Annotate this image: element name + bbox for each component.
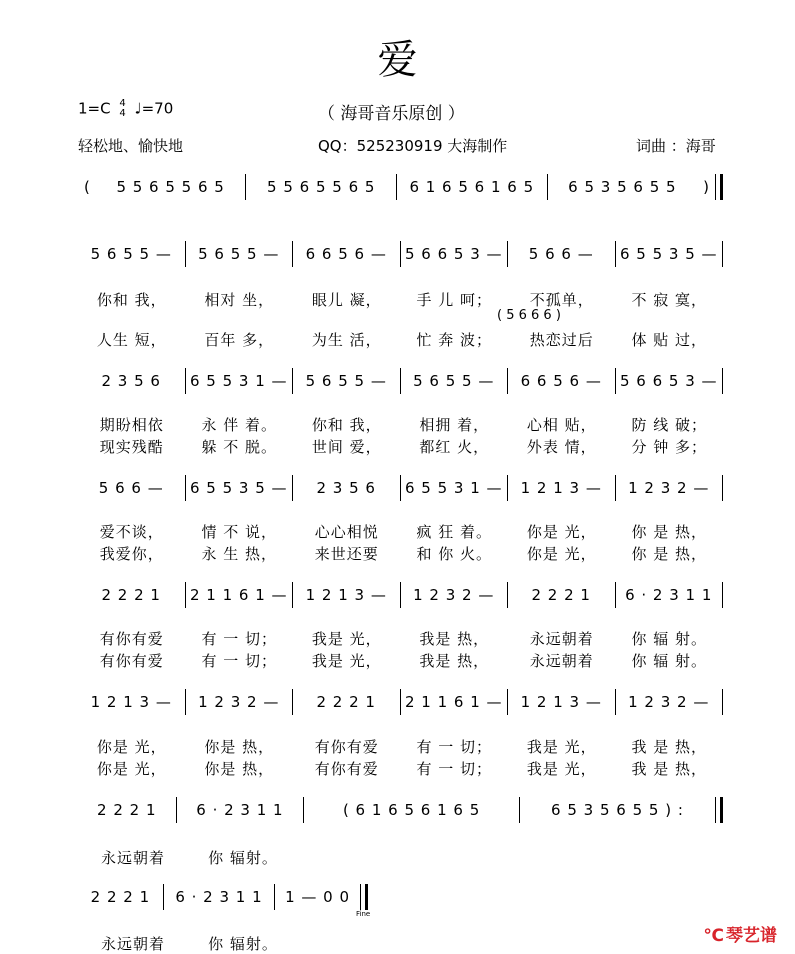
lyric-row-4a [78,627,723,649]
lyric-segment: 躲 不 脱。 [201,437,278,456]
brand-name: 琴艺谱 [726,926,777,946]
contact-info: QQ：525230919 大海制作 [318,137,508,155]
lyric-segment: 我是 光， [311,651,382,670]
lyric-segment: 你 辐射。 [208,848,278,867]
measure: 2 1 1 6 1 — [189,586,288,604]
lyric-segment: 有 一 切； [416,737,493,756]
measure: 5 6 6 — [528,245,594,263]
lyric-segment: 你 辐 射。 [631,651,708,670]
key-signature [78,99,173,119]
lyric-segment: 我是 热， [419,629,490,648]
measure: 5 5 6 5 5 6 5 [267,178,376,196]
lyric-segment: 为生 活， [311,330,382,349]
lyric-segment: 永 生 热， [201,544,278,563]
measure: 2 2 2 1 [531,586,591,604]
measure: 5 6 6 — [98,479,164,497]
lyric-segment: 有 一 切； [416,759,493,778]
lyric-segment: 忙 奔 波； [416,330,493,349]
measure: 1 2 1 3 — [520,693,602,711]
measure: 2 3 5 6 [316,479,376,497]
lyric-row-3b [78,542,723,564]
lyric-segment: 心心相悦 [314,522,379,541]
music-row-7 [78,886,368,908]
measure: 5 6 6 5 3 — [619,372,718,390]
lyric-segment: 相对 坐， [204,290,275,309]
repeat-barline [715,797,723,823]
lyric-segment: 有 一 切； [201,629,278,648]
measure: 6 5 3 5 6 5 5 [568,178,677,196]
music-row-1 [78,243,723,265]
lyric-row-2a [78,413,723,435]
lyric-row-7 [78,932,298,954]
measure: ( 6 1 6 5 6 1 6 5 [342,801,481,819]
lyric-segment: 你是 热， [204,759,275,778]
lyric-row-2b [78,435,723,457]
lyric-segment: 世间 爱， [311,437,382,456]
song-title: 爱 [377,37,418,83]
lyric-segment: 外表 情， [526,437,597,456]
lyric-row-4b [78,649,723,671]
lyric-segment: 疯 狂 着。 [416,522,493,541]
lyric-segment: 热恋过后 [529,330,594,349]
lyric-row-3a [78,520,723,542]
time-denominator: 4 [119,108,126,119]
lyric-segment: 我 是 热， [631,759,708,778]
lyric-segment: 你是 光， [526,522,597,541]
measure: 5 6 5 5 — [305,372,387,390]
lyric-segment: 有你有爱 [314,759,379,778]
measure: 5 6 5 5 — [90,245,172,263]
measure: 2 2 2 1 [316,693,376,711]
note-hint: ( 5 6 6 6 ) [497,308,561,323]
measure: 1 2 3 2 — [413,586,495,604]
lc-logo-icon: ℃ [703,926,724,946]
barline [722,582,723,608]
lyric-segment: 你是 光， [96,759,167,778]
measure: 6 · 2 3 1 1 [625,586,713,604]
time-numerator: 4 [119,98,126,109]
lyric-segment: 有你有爱 [314,737,379,756]
mood-marking: 轻松地、愉快地 [78,137,184,155]
lyric-segment: 你是 热， [204,737,275,756]
lyric-segment: 你 是 热， [631,522,708,541]
measure: 1 2 3 2 — [198,693,280,711]
measure: 6 5 5 3 1 — [189,372,288,390]
measure: 6 5 5 3 1 — [404,479,503,497]
intro-open-paren: ( [84,178,90,196]
subtitle: （ 海哥音乐原创 ） [318,104,465,124]
music-row-2 [78,370,723,392]
lyric-segment: 来世还要 [314,544,379,563]
measure: 6 1 6 5 6 1 6 5 [409,178,535,196]
lyric-segment: 体 贴 过， [631,330,708,349]
lyric-segment: 我是 光， [526,737,597,756]
lyric-segment: 相拥 着， [419,415,490,434]
lyric-segment: 你 辐射。 [208,934,278,953]
measure: 1 2 1 3 — [305,586,387,604]
lyric-segment: 不孤单， [529,290,594,309]
measure: 2 2 2 1 [90,888,151,906]
lyric-segment: 期盼相依 [99,415,164,434]
lyric-segment: 你 辐 射。 [631,629,708,648]
lyric-row-5b [78,757,723,779]
music-row-3 [78,477,723,499]
measure: 6 6 5 6 — [305,245,387,263]
measure: 6 5 3 5 6 5 5 ) : [551,801,684,819]
measure: 6 · 2 3 1 1 [175,888,263,906]
lyric-segment: 永远朝着 [100,934,165,953]
brand-watermark [703,921,777,946]
barline [722,689,723,715]
measure: 2 2 2 1 [101,586,161,604]
measure: 1 2 3 2 — [628,693,710,711]
lyric-segment: 我是 光， [526,759,597,778]
lyric-segment: 你是 光， [96,737,167,756]
lyric-row-5a [78,735,723,757]
measure: 2 3 5 6 [101,372,161,390]
lyric-segment: 人生 短， [96,330,167,349]
lyric-row-6 [78,846,298,868]
music-row-6 [78,799,723,821]
barline [722,475,723,501]
intro-row [78,176,723,198]
lyric-segment: 眼儿 凝， [311,290,382,309]
measure: 6 6 5 6 — [520,372,602,390]
lyric-segment: 百年 多， [204,330,275,349]
barline [722,368,723,394]
measure: 6 5 5 3 5 — [619,245,718,263]
lyric-segment: 现实残酷 [99,437,164,456]
final-barline [360,884,368,910]
lyric-segment: 有 一 切； [201,651,278,670]
measure: 5 6 6 5 3 — [404,245,503,263]
music-row-5 [78,691,723,713]
lyric-segment: 有你有爱 [99,651,164,670]
lyric-segment: 你是 光， [526,544,597,563]
lyric-segment: 防 线 破； [631,415,708,434]
barline [722,241,723,267]
tempo-mark: ♩=70 [134,99,174,118]
music-row-4 [78,584,723,606]
lyric-segment: 永远朝着 [529,651,594,670]
measure: 1 — 0 0 [285,888,351,906]
measure: 6 5 5 3 5 — [189,479,288,497]
key-label: 1=C [78,99,111,118]
measure: 5 6 5 5 — [198,245,280,263]
intro-close-paren: ) [703,178,710,196]
measure: 6 · 2 3 1 1 [196,801,284,819]
lyric-segment: 永远朝着 [529,629,594,648]
measure: 5 5 6 5 5 6 5 [116,178,225,196]
lyric-segment: 我是 光， [311,629,382,648]
measure: 2 2 2 1 [97,801,157,819]
credits: 词曲 ：海哥 [636,137,716,155]
lyric-segment: 爱不谈， [99,522,164,541]
lyric-segment: 你 是 热， [631,544,708,563]
lyric-segment: 手 儿 呵； [416,290,493,309]
time-signature [119,99,125,119]
measure: 1 2 1 3 — [520,479,602,497]
lyric-segment: 有你有爱 [99,629,164,648]
lyric-segment: 我是 热， [419,651,490,670]
lyric-row-1a [78,288,723,310]
measure: 1 2 3 2 — [628,479,710,497]
lyric-segment: 永 伴 着。 [201,415,278,434]
lyric-segment: 不 寂 寞， [631,290,708,309]
lyric-segment: 心相 贴， [526,415,597,434]
lyric-segment: 分 钟 多； [631,437,708,456]
lyric-segment: 你和 我， [96,290,167,309]
lyric-segment: 情 不 说， [201,522,278,541]
repeat-barline [715,174,723,200]
lyric-segment: 都红 火， [419,437,490,456]
lyric-segment: 永远朝着 [100,848,165,867]
lyric-segment: 我 是 热， [631,737,708,756]
measure: 2 1 1 6 1 — [404,693,503,711]
lyric-row-1b [78,328,723,350]
lyric-segment: 我爱你， [99,544,164,563]
fine-marking: Fine [356,910,371,918]
measure: 1 2 1 3 — [90,693,172,711]
measure: 5 6 5 5 — [413,372,495,390]
lyric-segment: 你和 我， [311,415,382,434]
lyric-segment: 和 你 火。 [416,544,493,563]
